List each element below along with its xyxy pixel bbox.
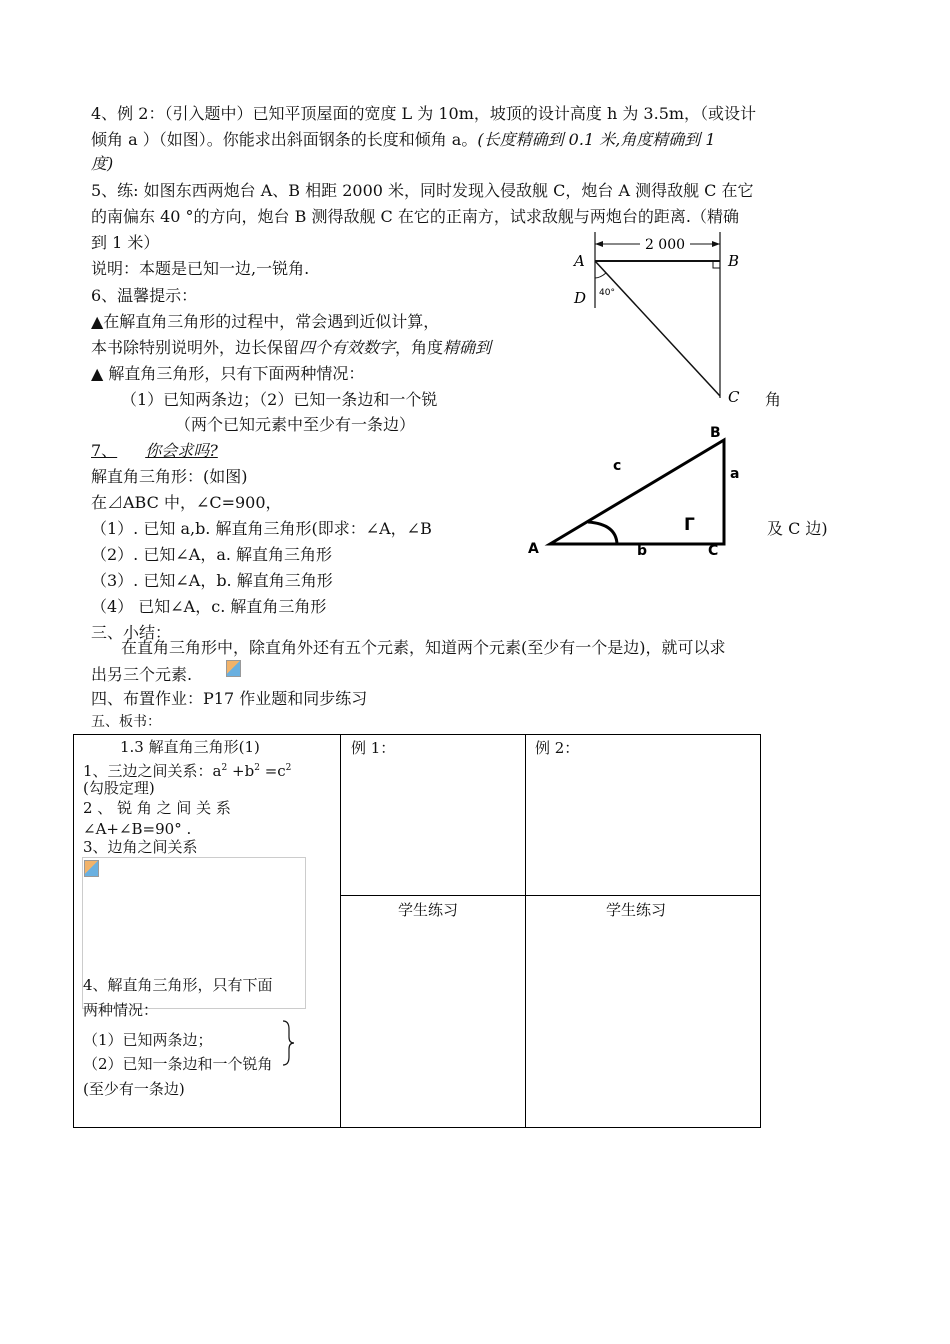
line-ac (595, 261, 720, 396)
side-b: b (637, 543, 648, 559)
side-c: c (613, 458, 622, 474)
board-row-note: (至少有一条边) (83, 1080, 185, 1098)
label-a: A (574, 252, 585, 270)
precision-note: (长度精确到 0.1 米,角度精确到 1 (477, 130, 716, 149)
board-text: 1、三边之间关系：a (83, 762, 222, 780)
line-case1: （1）. 已知 a,b. 解直角三角形(即求：∠A，∠B (91, 519, 432, 538)
line-note: 说明：本题是已知一边,一锐角. (91, 259, 310, 278)
line-practice-end: 到 1 米） (91, 233, 160, 252)
line-solve: 解直角三角形：(如图) (91, 467, 248, 486)
line-practice: 5、练: 如图东西两炮台 A、B 相距 2000 米，同时发现入侵敌舰 C，炮台 A 测得敌舰 C 在它 (91, 181, 754, 200)
exponent: 2 (221, 763, 228, 773)
exponent: 2 (254, 763, 260, 773)
line-summary-heading: 三、小结： (91, 623, 172, 642)
emphasis: 精确到 (443, 338, 492, 357)
line-cases-end: 角 (765, 390, 782, 409)
emphasis: 四个有效数字 (299, 338, 396, 357)
line-practice-cont: 的南偏东 40 °的方向，炮台 B 测得敌舰 C 在它的正南方，试求敌舰与两炮台的距离.（精确 (91, 207, 739, 226)
board-practice2: 学生练习 (606, 901, 667, 919)
angle-label: 40° (599, 288, 615, 298)
vertex-a: A (528, 541, 539, 557)
label-c: C (728, 388, 740, 406)
line-cases-note: （两个已知元素中至少有一条边） (175, 415, 416, 434)
line-case3: （3）. 已知∠A，b. 解直角三角形 (91, 571, 333, 590)
line-tips-heading: 6、温馨提示： (91, 286, 198, 305)
right-angle-mark (713, 261, 720, 268)
vertex-c: C (708, 543, 719, 559)
board-example1-cell (341, 735, 526, 896)
line-tip2 (91, 337, 491, 359)
arrowhead-right (712, 241, 720, 247)
board-text: =c (259, 762, 286, 780)
board-row-pythagoras (83, 759, 291, 781)
arrowhead-left (595, 241, 603, 247)
board-practice1-cell (341, 896, 526, 1128)
blackboard-table (73, 734, 761, 1128)
line-given: 在⊿ABC 中，∠C=900， (91, 493, 282, 512)
distance-label: 2 000 (644, 237, 686, 253)
line-text: 本书除特别说明外，边长保留 (91, 338, 300, 357)
board-example2-cell (526, 735, 761, 896)
side-a: a (730, 466, 740, 482)
line-case4: （4） 已知∠A，c. 解直角三角形 (91, 597, 327, 616)
board-row-theorem: (勾股定理) (83, 779, 155, 797)
exponent: 2 (285, 763, 292, 773)
brace-icon (280, 1019, 296, 1067)
q7-title: 你会求吗? (145, 441, 218, 460)
line-summary-end: 出另三个元素. (91, 665, 193, 684)
broken-image-icon (226, 660, 241, 677)
line-example2-cont (91, 129, 716, 151)
board-example1: 例 1： (351, 739, 396, 757)
line-tip3: ▲ 解直角三角形，只有下面两种情况： (91, 364, 365, 383)
triangle (550, 440, 724, 544)
line-board-heading: 五、板书： (91, 714, 161, 730)
board-row-side-angle: 3、边角之间关系 (83, 838, 198, 856)
forts-figure (570, 228, 750, 413)
board-row-case1: （1）已知两条边； (83, 1031, 213, 1049)
board-practice1: 学生练习 (398, 901, 459, 919)
line-homework: 四、布置作业：P17 作业题和同步练习 (91, 689, 368, 708)
vertex-b: B (710, 425, 721, 441)
board-title: 1.3 解直角三角形(1) (120, 738, 260, 756)
line-text: 倾角 a ）（如图）。你能求出斜面钢条的长度和倾角 a。 (91, 130, 478, 149)
board-left-column (74, 735, 341, 1128)
board-text: +b (227, 762, 255, 780)
right-angle-mark: Γ (684, 515, 695, 535)
angle-a-arc (588, 522, 617, 544)
board-example2: 例 2： (535, 739, 580, 757)
line-case1-end: 及 C 边) (767, 519, 828, 538)
line-tip1: ▲在解直角三角形的过程中，常会遇到近似计算， (91, 312, 440, 331)
board-row-angle-sum: ∠A+∠B=90° . (83, 820, 192, 838)
line-text: ，角度 (395, 338, 444, 357)
board-row-angles: 2 、 锐 角 之 间 关 系 (83, 799, 231, 817)
line-degree: 度) (91, 154, 114, 173)
board-row-case2: （2）已知一条边和一个锐角 (83, 1055, 273, 1073)
board-practice2-cell (526, 896, 761, 1128)
board-row-cases: 两种情况： (83, 1001, 159, 1019)
line-cases: （1）已知两条边；（2）已知一条边和一个锐 (121, 390, 438, 409)
q7-number: 7、 (91, 441, 118, 460)
label-b: B (728, 252, 740, 270)
line-example2: 4、例 2：（引入题中）已知平顶屋面的宽度 L 为 10m，坡顶的设计高度 h 为 3.5m，（或设计 (91, 104, 757, 123)
angle-arc (595, 273, 606, 278)
board-row-solve: 4、解直角三角形，只有下面 (83, 976, 273, 994)
line-q7 (91, 440, 218, 462)
label-d: D (574, 289, 587, 307)
line-case2: （2）. 已知∠A，a. 解直角三角形 (91, 545, 333, 564)
line-summary: 在直角三角形中，除直角外还有五个元素，知道两个元素(至少有一个是边)，就可以求 (121, 638, 726, 657)
right-triangle-figure (520, 420, 760, 560)
broken-image-icon (84, 860, 99, 877)
